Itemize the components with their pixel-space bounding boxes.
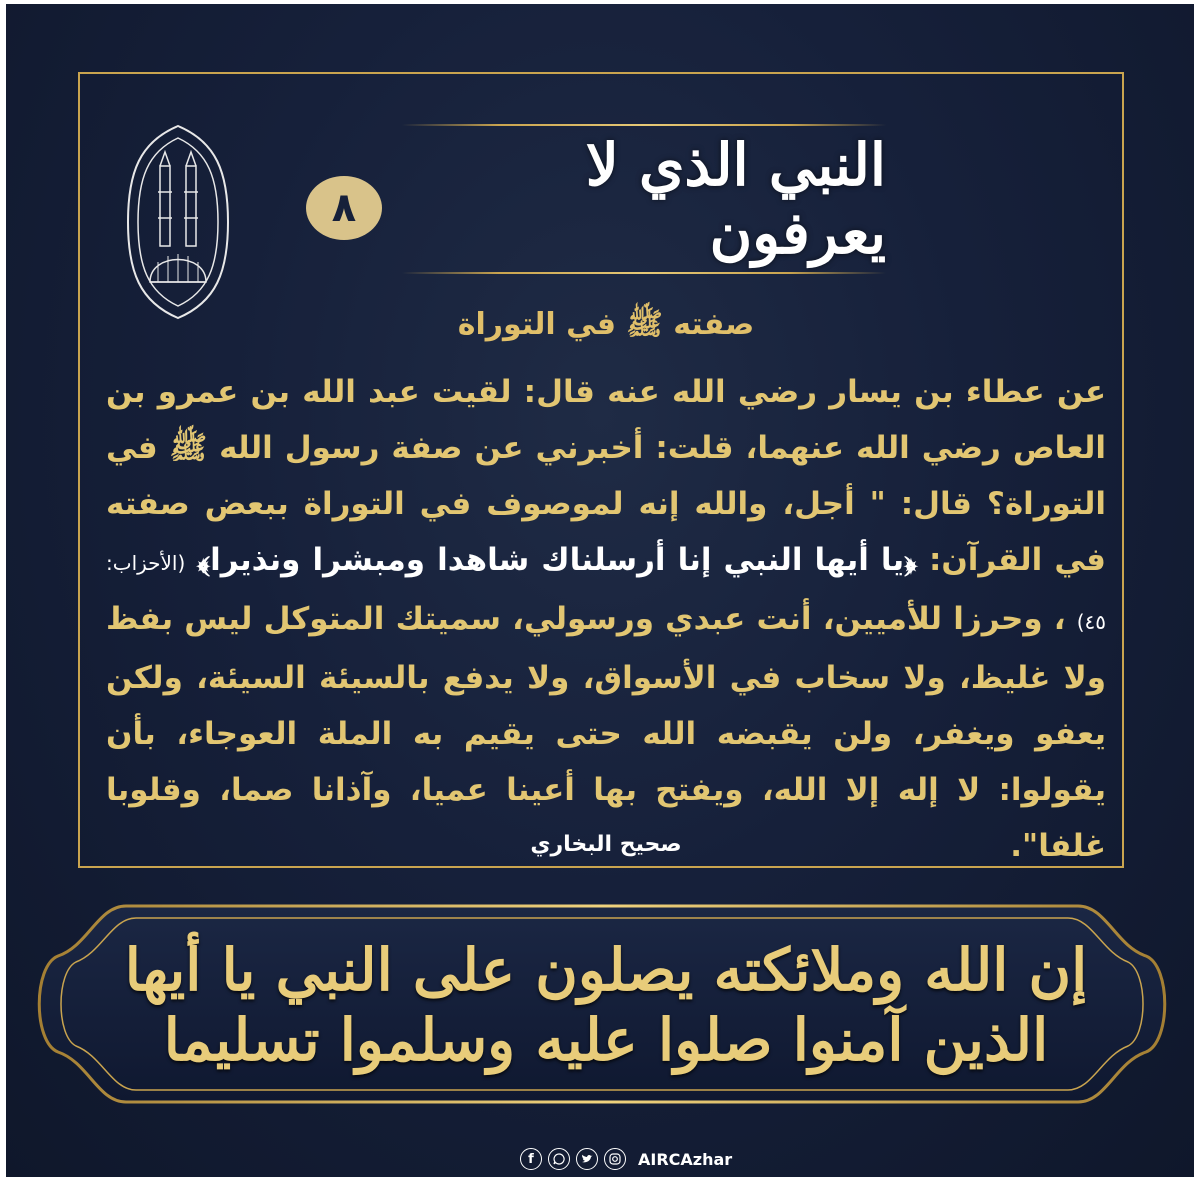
social-footer	[520, 1144, 760, 1174]
poster	[6, 4, 1194, 1177]
social-handle[interactable]: AIRCAzhar	[638, 1149, 733, 1169]
hadith-part-2: ، وحرزا للأميين، أنت عبدي ورسولي، سميتك المتوكل ليس بفظ ولا غليظ، ولا سخاب في الأسواق، ولا يدفع بالسيئة السيئة، ولكن يعفو ويغفر، ولن يقبضه الله حتى يقيم به الملة العوجاء، بأن يقولوا: لا إله إلا الله، ويفتح بها أعينا عميا، وآذانا صما، وقلوبا غلفا".	[106, 601, 1106, 864]
quran-reference: (الأحزاب: ٤٥)	[106, 551, 1107, 634]
episode-number-badge: ٨	[306, 176, 382, 240]
facebook-icon[interactable]: f	[520, 1148, 542, 1170]
title-top-rule	[402, 124, 886, 126]
section-subheading: صفته ﷺ في التوراة	[457, 307, 755, 342]
hadith-part-1: عن عطاء بن يسار رضي الله عنه قال: لقيت عبد الله بن عمرو بن العاص رضي الله عنهما، قلت: أخبرني عن صفة رسول الله ﷺ في التوراة؟ قال: " أجل، والله إنه لموصوف في التوراة ببعض صفته في القرآن:	[106, 374, 1106, 578]
whatsapp-icon[interactable]	[548, 1148, 570, 1170]
twitter-icon[interactable]	[576, 1148, 598, 1170]
title-bottom-rule	[402, 272, 886, 274]
hadith-source: صحيح البخاري	[530, 832, 682, 857]
quran-verse-calligraphy: إن الله وملائكته يصلون على النبي يا أيها الذين آمنوا صلوا عليه وسلموا تسليما	[124, 936, 1088, 1074]
instagram-icon[interactable]	[604, 1148, 626, 1170]
quran-quote: ﴿يا أيها النبي إنا أرسلناك شاهدا ومبشرا ونذيرا﴾	[197, 542, 917, 578]
page-title: النبي الذي لا يعرفون	[585, 131, 886, 267]
azhar-emblem-logo	[120, 122, 236, 322]
title-block	[402, 122, 886, 278]
